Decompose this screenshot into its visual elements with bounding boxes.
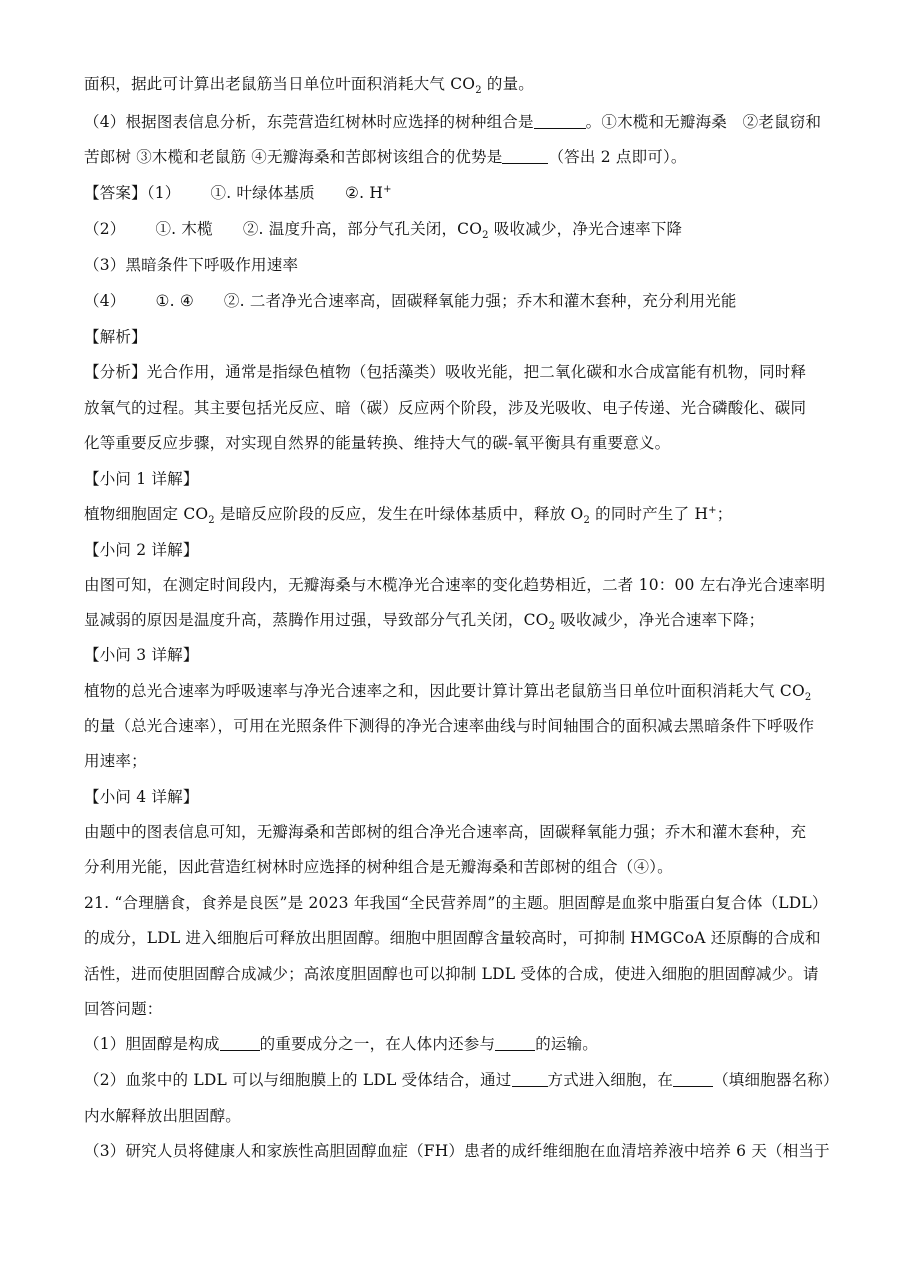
text-line: 植物的总光合速率为呼吸速率与净光合速率之和，因此要计算计算出老鼠筋当日单位叶面积消耗大气 $CO_2$ — [84, 682, 812, 704]
answer-blank[interactable] — [534, 112, 586, 129]
question-text: （3）研究人员将健康人和家族性高胆固醇血症（FH）患者的成纤维细胞在血清培养液中培养 6 天（相当于 — [84, 1142, 830, 1160]
text-line: 由图可知，在测定时间段内，无瓣海桑与木榄净光合速率的变化趋势相近，二者 10：00 左右净光合速率明 — [84, 576, 826, 594]
text-line: 放氧气的过程。其主要包括光反应、暗（碳）反应两个阶段，涉及光吸收、电子传递、光合磷酸化、碳同 — [84, 399, 807, 417]
text-line: 的量（总光合速率），可用在光照条件下测得的净光合速率曲线与时间轴围合的面积减去黑暗条件下呼吸作 — [84, 717, 815, 735]
section-heading: 【小问 4 详解】 — [84, 788, 199, 806]
answer-blank[interactable] — [220, 1034, 260, 1051]
answer-blank[interactable] — [512, 1070, 548, 1087]
text-line: 化等重要反应步骤，对实现自然界的能量转换、维持大气的碳-氧平衡具有重要意义。 — [84, 434, 671, 452]
text-line: 用速率； — [84, 752, 147, 770]
text-line: 显减弱的原因是温度升高，蒸腾作用过强，导致部分气孔关闭，$CO_2$ 吸收减少，净光合速率下降； — [84, 611, 765, 633]
question-text: 21. “合理膳食，食养是良医”是 2023 年我国“全民营养周”的主题。胆固醇是血浆中脂蛋白复合体（LDL） — [84, 894, 828, 912]
text-line: 由题中的图表信息可知，无瓣海桑和苦郎树的组合净光合速率高，固碳释氧能力强；乔木和灌木套种，充 — [84, 823, 807, 841]
answer-line: 【答案】（1） ①. 叶绿体基质 ②. H+ — [84, 183, 392, 202]
question-text: 的成分，LDL 进入细胞后可释放出胆固醇。细胞中胆固醇含量较高时，可抑制 HMGCoA 还原酶的合成和 — [84, 929, 821, 947]
text-line: 【分析】光合作用，通常是指绿色植物（包括藻类）吸收光能，把二氧化碳和水合成富能有机物，同时释 — [84, 363, 807, 381]
answer-blank[interactable] — [495, 1034, 535, 1051]
section-heading: 【解析】 — [84, 328, 147, 346]
section-heading: 【小问 2 详解】 — [84, 541, 199, 559]
section-heading: 【小问 1 详解】 — [84, 470, 199, 488]
question-text: 内水解释放出胆固醇。 — [84, 1107, 242, 1125]
answer-blank[interactable] — [673, 1070, 713, 1087]
question-text: （2）血浆中的 LDL 可以与细胞膜上的 LDL 受体结合，通过 方式进入细胞，在 （填细胞器名称） — [84, 1071, 839, 1089]
text-line: 苦郎树 ③木榄和老鼠筋 ④无瓣海桑和苦郎树该组合的优势是 （答出 2 点即可）。 — [84, 148, 687, 166]
question-text: 回答问题： — [84, 1000, 163, 1018]
question-text: 活性，进而使胆固醇合成减少；高浓度胆固醇也可以抑制 LDL 受体的合成，使进入细胞的胆固醇减少。请 — [84, 965, 819, 983]
text-line: （4）根据图表信息分析，东莞营造红树林时应选择的树种组合是 。①木榄和无瓣海桑 ②老鼠窃和 — [84, 113, 822, 131]
text-line: 分利用光能，因此营造红树林时应选择的树种组合是无瓣海桑和苦郎树的组合（④）。 — [84, 858, 673, 876]
text-line: 植物细胞固定 $CO_2$ 是暗反应阶段的反应，发生在叶绿体基质中，释放 $O_2$ 的同时产生了 H+； — [84, 504, 733, 527]
text-line: 面积，据此可计算出老鼠筋当日单位叶面积消耗大气 $CO_2$ 的量。 — [84, 75, 534, 97]
answer-line: （4） ①. ④ ②. 二者净光合速率高，固碳释氧能力强；乔木和灌木套种，充分利用光能 — [84, 292, 737, 310]
answer-line: （3）黑暗条件下呼吸作用速率 — [84, 256, 299, 274]
section-heading: 【小问 3 详解】 — [84, 646, 199, 664]
answer-line: （2） ①. 木榄 ②. 温度升高，部分气孔关闭，$CO_2$ 吸收减少，净光合速率下降 — [84, 220, 683, 242]
question-text: （1）胆固醇是构成 的重要成分之一，在人体内还参与 的运输。 — [84, 1035, 598, 1053]
answer-blank[interactable] — [502, 147, 548, 164]
